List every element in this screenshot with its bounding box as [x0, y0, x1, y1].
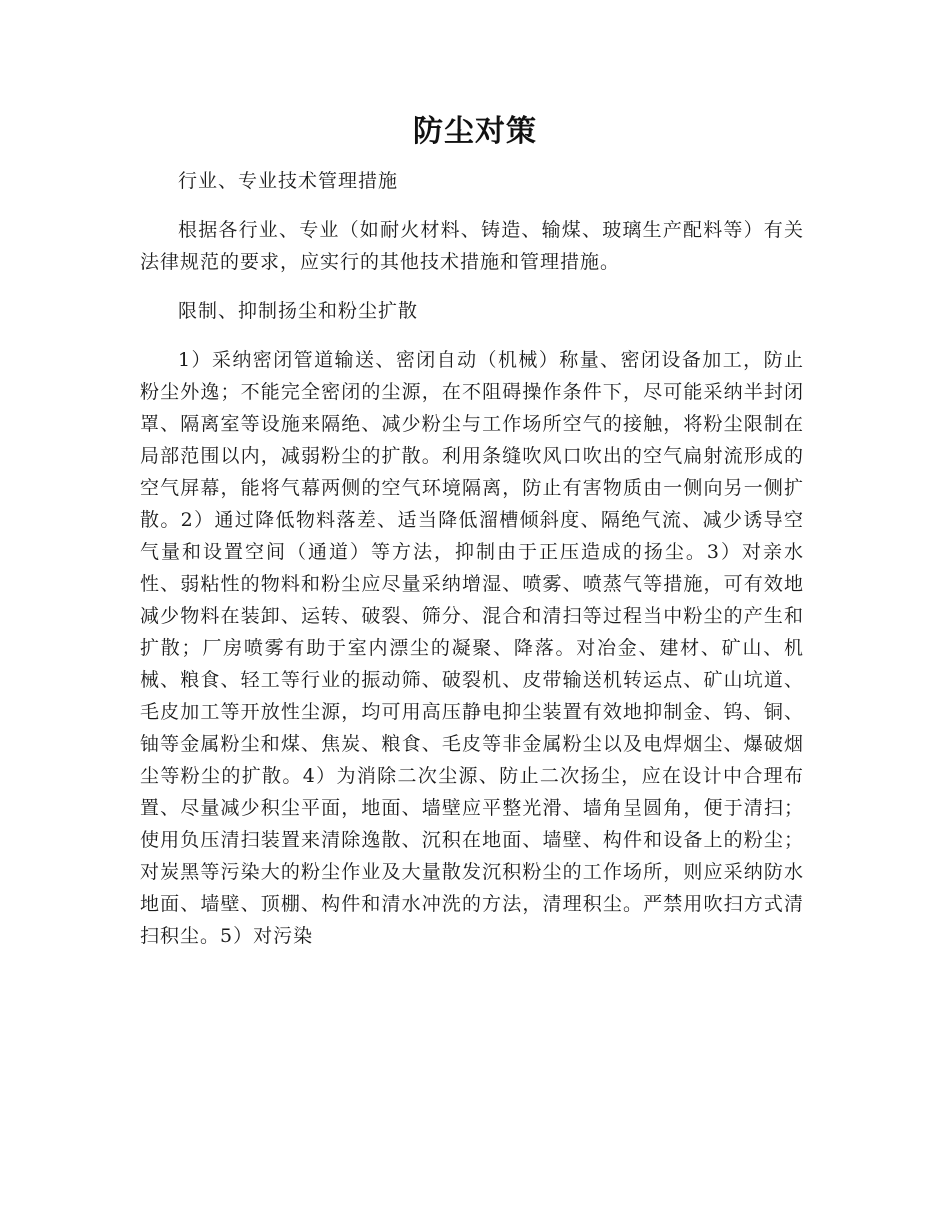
section-heading-management: 行业、专业技术管理措施	[178, 170, 399, 192]
section-body-dust-suppression: 1）采纳密闭管道输送、密闭自动（机械）称量、密闭设备加工，防止粉尘外逸；不能完全密闭的尘源，在不阻碍操作条件下，尽可能采纳半封闭罩、隔离室等设施来隔绝、减少粉尘与工作场所空气的接触，将粉尘限制在局部范围以内，减弱粉尘的扩散。利用条缝吹风口吹出的空气扁射流形成的空气屏幕，能将气幕两侧的空气环境隔离，防止有害物质由一侧向另一侧扩散。2）通过降低物料落差、适当降低溜槽倾斜度、隔绝气流、减少诱导空气量和设置空间（通道）等方法，抑制由于正压造成的扬尘。3）对亲水性、弱粘性的物料和粉尘应尽量采纳增湿、喷雾、喷蒸气等措施，可有效地减少物料在装卸、运转、破裂、筛分、混合和清扫等过程当中粉尘的产生和扩散；厂房喷雾有助于室内漂尘的凝聚、降落。对冶金、建材、矿山、机械、粮食、轻工等行业的振动筛、破裂机、皮带输送机转运点、矿山坑道、毛皮加工等开放性尘源，均可用高压静电抑尘装置有效地抑制金、钨、铜、铀等金属粉尘和煤、焦炭、粮食、毛皮等非金属粉尘以及电焊烟尘、爆破烟尘等粉尘的扩散。4）为消除二次尘源、防止二次扬尘，应在设计中合理布置、尽量减少积尘平面，地面、墙壁应平整光滑、墙角呈圆角，便于清扫；使用负压清扫装置来清除逸散、沉积在地面、墙壁、构件和设备上的粉尘；对炭黑等污染大的粉尘作业及大量散发沉积粉尘的工作场所，则应采纳防水地面、墙壁、顶棚、构件和清水冲洗的方法，清理积尘。严禁用吹扫方式清扫积尘。5）对污染	[140, 349, 804, 947]
section-body-management: 根据各行业、专业（如耐火材料、铸造、输煤、玻璃生产配料等）有关法律规范的要求，应实行的其他技术措施和管理措施。	[140, 219, 804, 273]
section-heading-dust-suppression: 限制、抑制扬尘和粉尘扩散	[178, 300, 419, 322]
document-body	[140, 165, 804, 952]
document-title: 防尘对策	[413, 114, 537, 149]
